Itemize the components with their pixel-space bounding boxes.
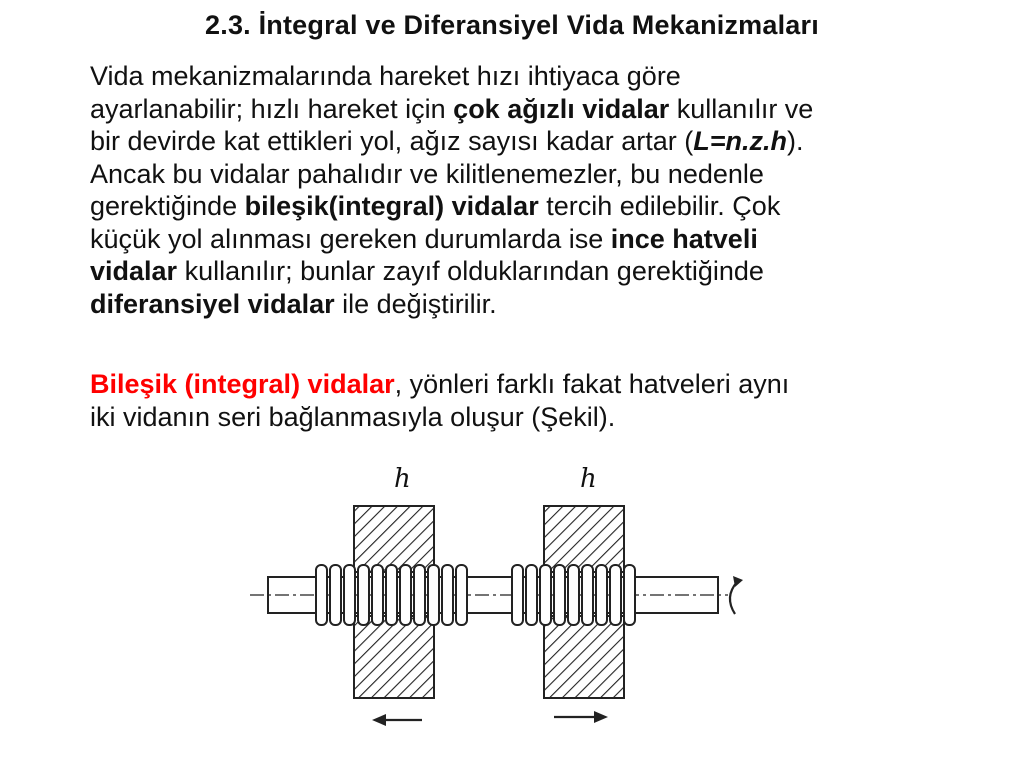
- text-line: [90, 190, 1010, 223]
- paragraph-2: [90, 368, 1010, 433]
- text-run: ile değiştirilir.: [334, 288, 497, 319]
- left-nut-bottom: [354, 616, 434, 698]
- left-thread: [316, 565, 467, 625]
- text-line: [90, 368, 1010, 401]
- right-nut-bottom: [544, 616, 624, 698]
- bold-term: ince hatveli: [610, 223, 758, 254]
- text-line: [90, 223, 1010, 256]
- page-title: 2.3. İntegral ve Diferansiyel Vida Mekanizmaları: [205, 10, 819, 40]
- formula: L=n.z.h: [693, 126, 787, 156]
- text-line: [90, 93, 1010, 126]
- paragraph-1: [90, 60, 1010, 320]
- text-run: iki vidanın seri bağlanmasıyla oluşur (Şekil).: [90, 401, 616, 432]
- left-nut-top: [354, 506, 434, 572]
- highlighted-term: Bileşik (integral) vidalar: [90, 369, 395, 399]
- text-line: [90, 60, 1010, 93]
- text-run: kullanılır ve: [669, 93, 814, 124]
- text-run: küçük yol alınması gereken durumlarda ise: [90, 223, 611, 254]
- bold-term: çok ağızlı vidalar: [453, 93, 670, 124]
- text-run: ayarlanabilir; hızlı hareket için: [90, 93, 454, 124]
- screw-drawing: [250, 462, 750, 742]
- left-arrowhead: [372, 714, 386, 726]
- text-run: tercih edilebilir. Çok: [538, 191, 781, 221]
- bold-term: vidalar: [90, 256, 178, 286]
- bold-term: bileşik(integral) vidalar: [244, 191, 539, 221]
- text-line: [90, 255, 1010, 288]
- right-arrowhead: [594, 711, 608, 723]
- text-run: Vida mekanizmalarında hareket hızı ihtiyaca göre: [90, 61, 681, 91]
- text-line: [90, 401, 1010, 434]
- text-run: kullanılır; bunlar zayıf olduklarından gerektiğinde: [177, 256, 764, 286]
- text-run: Ancak bu vidalar pahalıdır ve kilitlenemezler, bu nedenle: [90, 158, 764, 189]
- text-run: ).: [786, 126, 804, 156]
- text-line: [90, 288, 1010, 321]
- integral-screw-figure: [250, 462, 750, 742]
- right-nut-label: h: [580, 464, 597, 494]
- right-nut-top: [544, 506, 624, 572]
- right-thread: [512, 565, 635, 625]
- text-line: [90, 125, 1010, 158]
- left-nut-label: h: [394, 464, 411, 494]
- text-run: gerektiğinde: [90, 191, 245, 221]
- rotation-arrow-icon: [730, 582, 737, 614]
- bold-term: diferansiyel vidalar: [90, 288, 335, 319]
- text-run: , yönleri farklı fakat hatveleri aynı: [394, 369, 790, 399]
- text-run: bir devirde kat ettikleri yol, ağız sayısı kadar artar (: [90, 126, 694, 156]
- text-line: [90, 158, 1010, 191]
